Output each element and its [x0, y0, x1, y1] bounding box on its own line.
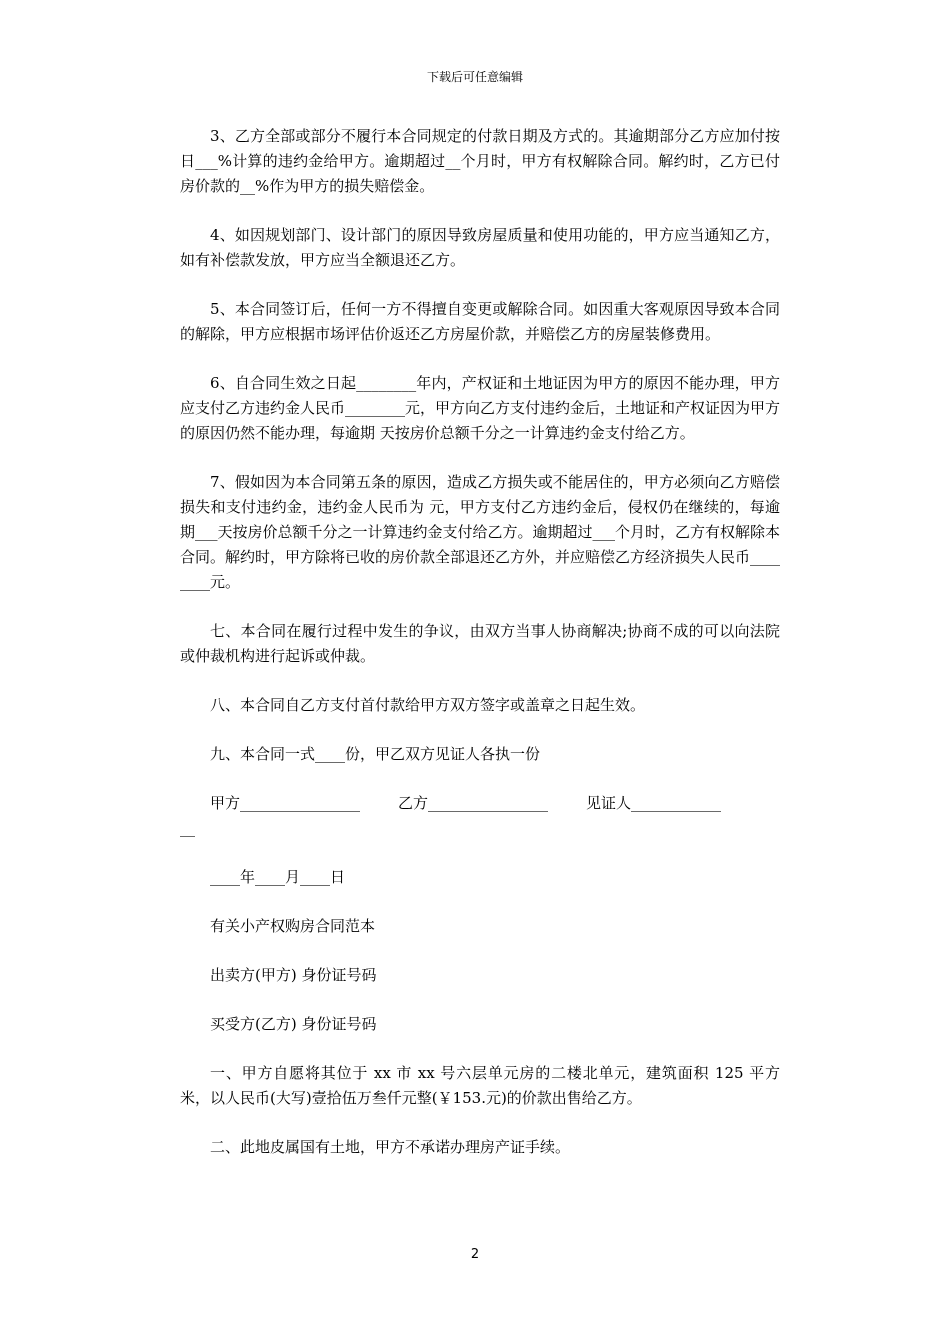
document-body — [180, 124, 780, 1184]
seller-line: 出卖方(甲方) 身份证号码 — [210, 966, 377, 984]
clause-3: 3、乙方全部或部分不履行本合同规定的付款日期及方式的。其逾期部分乙方应加付按日___%计算的违约金给甲方。逾期超过__个月时，甲方有权解除合同。解约时，乙方已付房价款的__%作为甲方的损失赔偿金。 — [180, 127, 780, 195]
signature-line — [180, 791, 780, 816]
section-7: 七、本合同在履行过程中发生的争议，由双方当事人协商解决;协商不成的可以向法院或仲裁机构进行起诉或仲裁。 — [180, 622, 780, 665]
section-9: 九、本合同一式____份，甲乙双方见证人各执一份 — [210, 745, 541, 763]
contract-title: 有关小产权购房合同范本 — [210, 917, 376, 935]
clause-4: 4、如因规划部门、设计部门的原因导致房屋质量和使用功能的，甲方应当通知乙方，如有补偿款发放，甲方应当全额退还乙方。 — [180, 226, 780, 269]
section-8: 八、本合同自乙方支付首付款给甲方双方签字或盖章之日起生效。 — [210, 696, 646, 714]
witness-signature-tail: __ — [180, 819, 195, 837]
page-header: 下载后可任意编辑 — [426, 70, 523, 84]
clause-7: 7、假如因为本合同第五条的原因，造成乙方损失或不能居住的，甲方必须向乙方赔偿损失和支付违约金，违约金人民币为 元，甲方支付乙方违约金后，侵权仍在继续的，每逾期___天按房价总额千分之一计算违约金支付给乙方。逾期超过___个月时，乙方有权解除本合同。解约时，甲方除将已收的房价款全部退还乙方外，并应赔偿乙方经济损失人民币________元。 — [180, 473, 781, 591]
page-number: 2 — [470, 1247, 480, 1262]
contract-clause-2: 二、此地皮属国有土地，甲方不承诺办理房产证手续。 — [210, 1138, 571, 1156]
clause-5: 5、本合同签订后，任何一方不得擅自变更或解除合同。如因重大客观原因导致本合同的解除，甲方应根据市场评估价返还乙方房屋价款，并赔偿乙方的房屋装修费用。 — [180, 300, 780, 343]
buyer-line: 买受方(乙方) 身份证号码 — [210, 1015, 377, 1033]
signing-date: ____年____月____日 — [210, 868, 346, 886]
witness-signature: 见证人____________ — [586, 794, 722, 812]
clause-6: 6、自合同生效之日起________年内，产权证和土地证因为甲方的原因不能办理，甲方应支付乙方违约金人民币________元，甲方向乙方支付违约金后，土地证和产权证因为甲方的原因仍然不能办理，每逾期 天按房价总额千分之一计算违约金支付给乙方。 — [180, 374, 781, 442]
contract-clause-1: 一、甲方自愿将其位于 xx 市 xx 号六层单元房的二楼北单元，建筑面积 125 平方米，以人民币(大写)壹拾伍万叁仟元整(￥153.元)的价款出售给乙方。 — [180, 1064, 780, 1107]
party-a-signature: 甲方________________ — [210, 794, 361, 812]
party-b-signature: 乙方________________ — [398, 794, 549, 812]
